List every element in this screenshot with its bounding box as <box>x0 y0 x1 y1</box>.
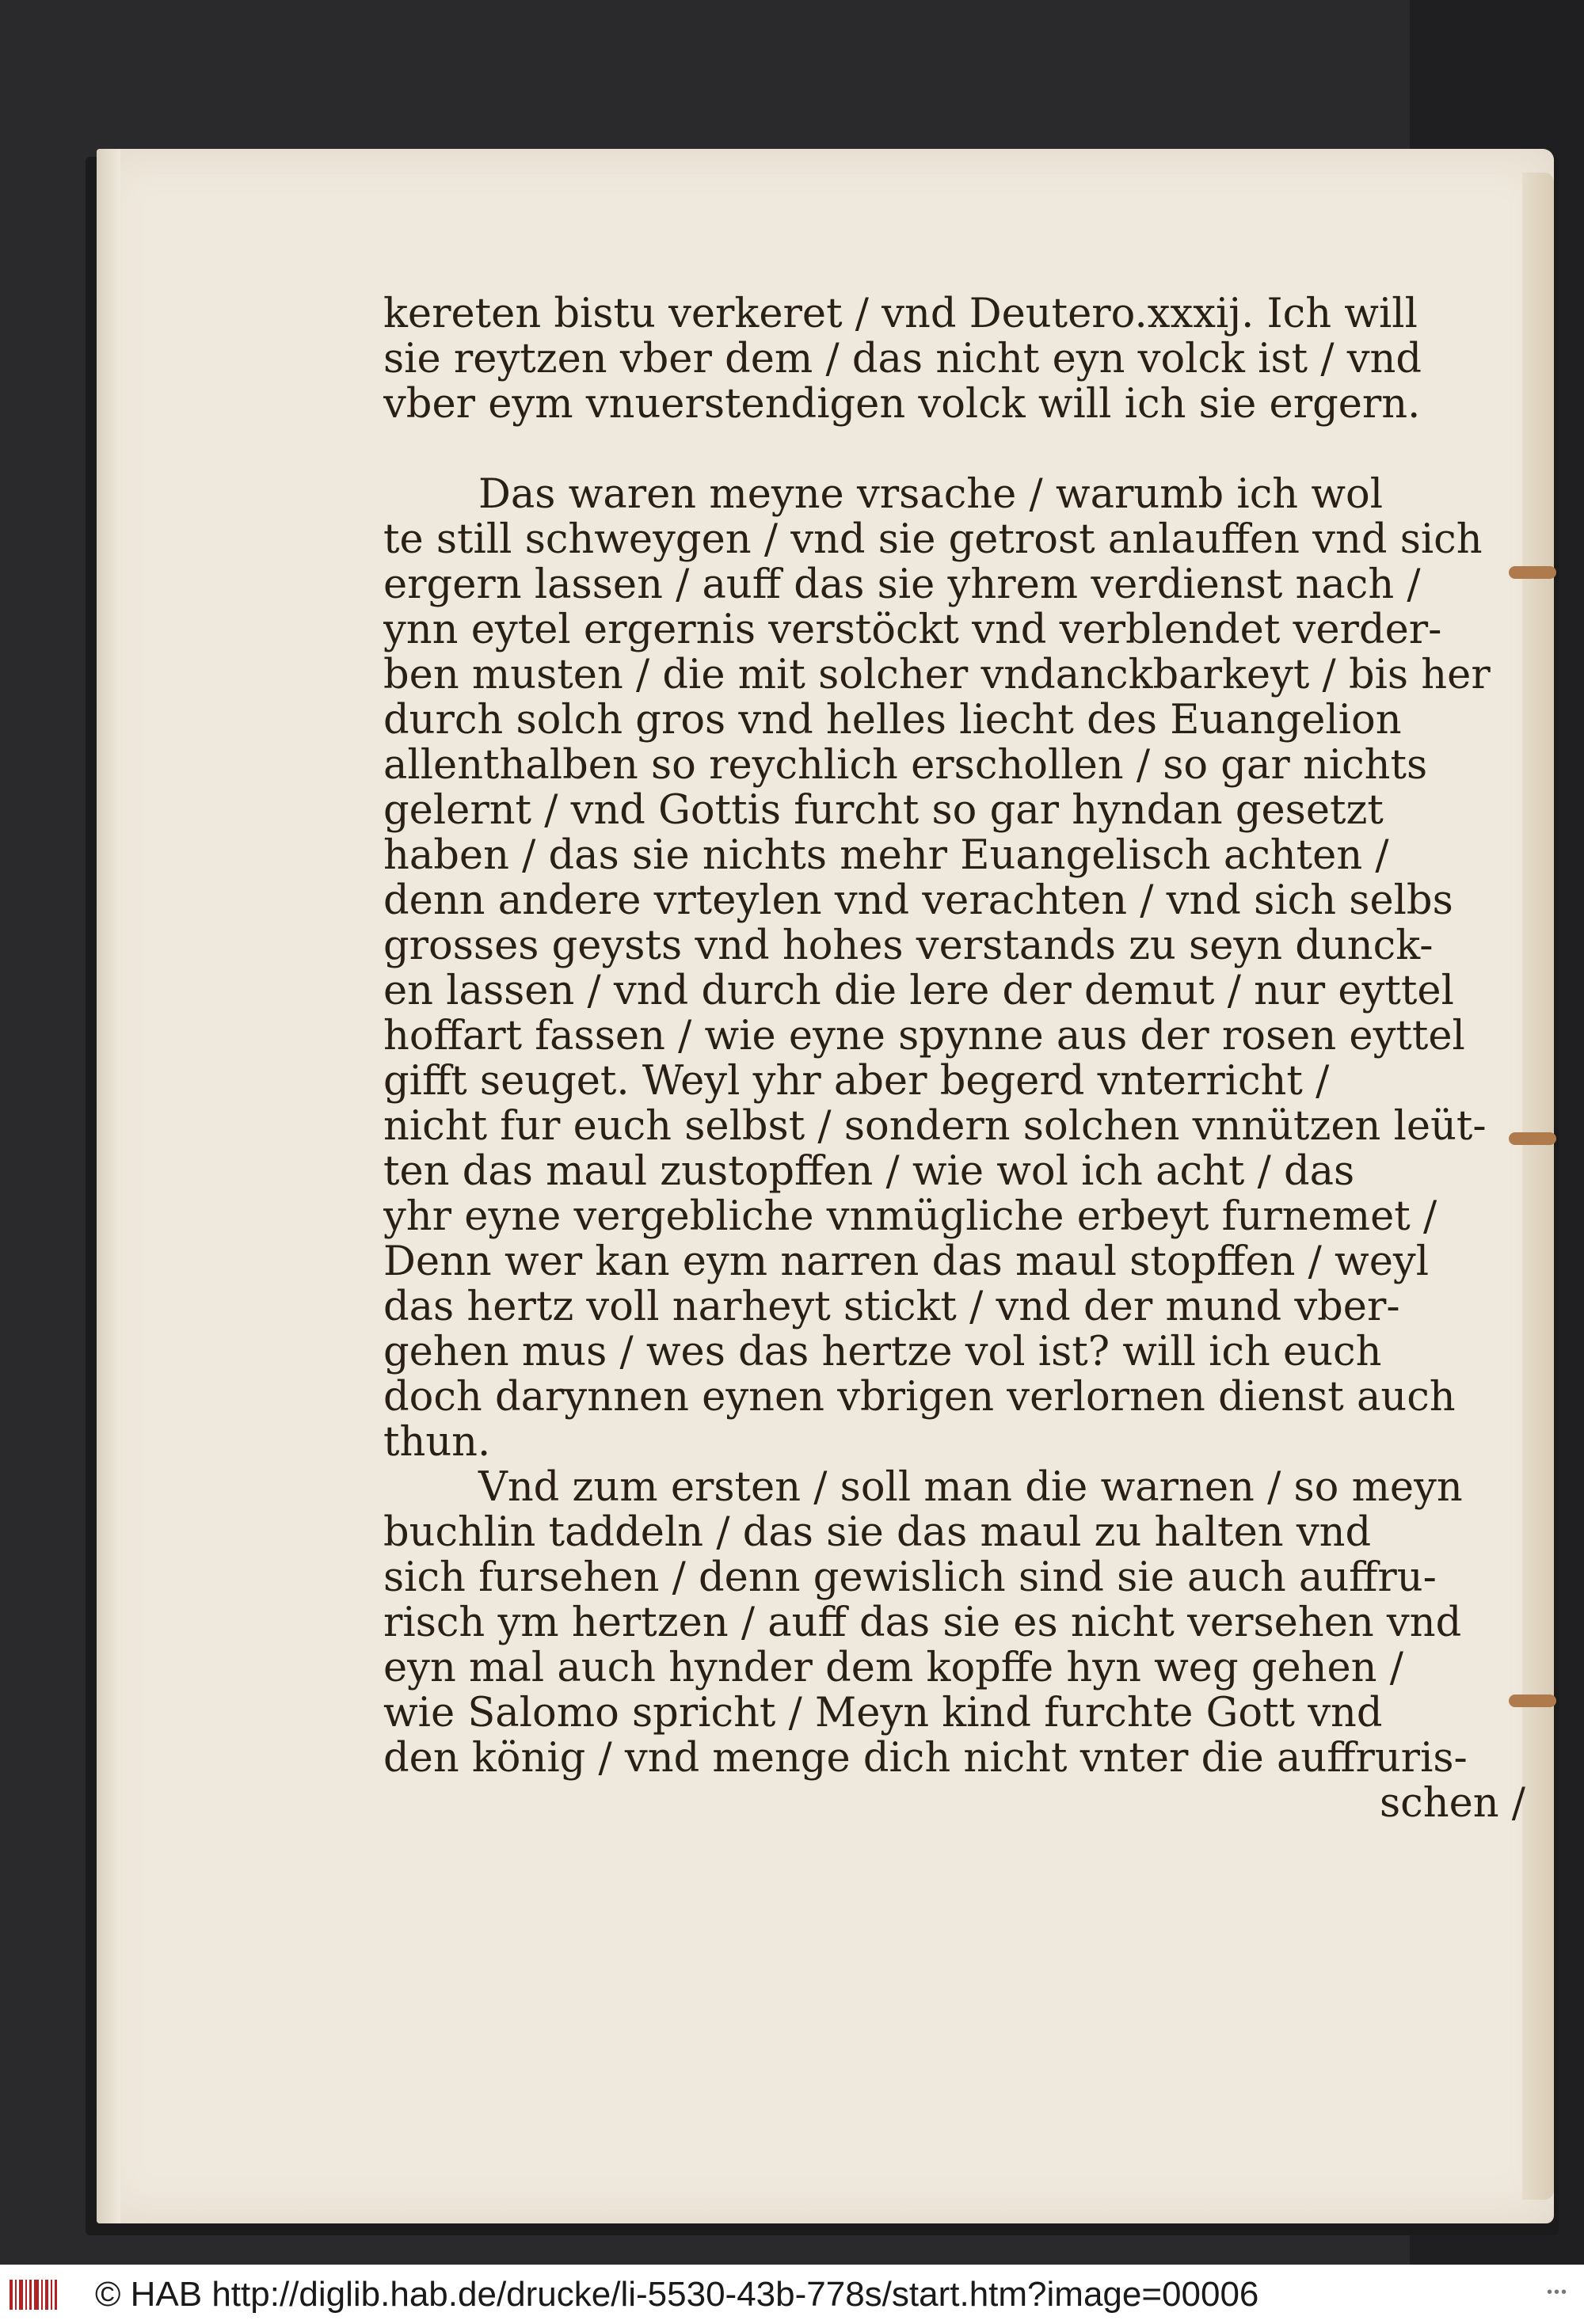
text-line: thun. <box>383 1420 491 1465</box>
book-page <box>97 149 1554 2223</box>
text-line: eyn mal auch hynder dem kopffe hyn weg gehen / <box>383 1645 1403 1691</box>
text-line: Vnd zum ersten / soll man die warnen / so meyn <box>478 1465 1463 1510</box>
catchword: schen / <box>1379 1781 1525 1826</box>
text-line: doch darynnen eynen vbrigen verlornen dienst auch <box>383 1375 1456 1420</box>
hab-barcode-logo-icon <box>8 2275 63 2314</box>
text-line: Denn wer kan eym narren das maul stopffen / weyl <box>383 1239 1429 1284</box>
text-line: yhr eyne vergebliche vnmügliche erbeyt furnemet / <box>383 1194 1437 1239</box>
text-line: allenthalben so reychlich erschollen / so gar nichts <box>383 743 1428 788</box>
binding-thread <box>1509 1132 1556 1145</box>
text-line: Das waren meyne vrsache / warumb ich wol <box>478 472 1384 517</box>
text-line: nicht fur euch selbst / sondern solchen vnnützen leüt- <box>383 1104 1487 1149</box>
text-line: gehen mus / wes das hertze vol ist? will ich euch <box>383 1329 1382 1375</box>
text-line: das hertz voll narheyt stickt / vnd der mund vber- <box>383 1284 1400 1329</box>
text-line: denn andere vrteylen vnd verachten / vnd sich selbs <box>383 878 1453 923</box>
text-line: ynn eytel ergernis verstöckt vnd verblendet verder- <box>383 607 1442 652</box>
paragraph-gap <box>383 427 1532 472</box>
more-dots-icon[interactable]: ••• <box>1546 2284 1568 2301</box>
binding-thread <box>1509 566 1556 579</box>
text-line: en lassen / vnd durch die lere der demut / nur eyttel <box>383 968 1454 1014</box>
text-line: den könig / vnd menge dich nicht vnter die auffruris- <box>383 1736 1468 1781</box>
text-line: gelernt / vnd Gottis furcht so gar hyndan gesetzt <box>383 788 1384 833</box>
text-line: ergern lassen / auff das sie yhrem verdienst nach / <box>383 562 1421 607</box>
text-line: kereten bistu verkeret / vnd Deutero.xxxij. Ich will <box>383 291 1418 337</box>
text-line: haben / das sie nichts mehr Euangelisch achten / <box>383 833 1389 878</box>
text-line: sich fursehen / denn gewislich sind sie auch auffru- <box>383 1555 1437 1600</box>
text-line: ben musten / die mit solcher vndanckbarkeyt / bis her <box>383 652 1491 698</box>
copyright-url[interactable]: © HAB http://diglib.hab.de/drucke/li-5530-43b-778s/start.htm?image=00006 <box>95 2274 1259 2314</box>
text-line: te still schweygen / vnd sie getrost anlauffen vnd sich <box>383 517 1483 562</box>
text-line: gifft seuget. Weyl yhr aber begerd vnterricht / <box>383 1059 1330 1104</box>
text-line: durch solch gros vnd helles liecht des Euangelion <box>383 698 1402 743</box>
text-line: ten das maul zustopffen / wie wol ich acht / das <box>383 1149 1355 1194</box>
page-text <box>383 291 1532 1826</box>
text-line: vber eym vnuerstendigen volck will ich sie ergern. <box>383 382 1421 427</box>
text-line: buchlin taddeln / das sie das maul zu halten vnd <box>383 1510 1372 1555</box>
text-line: sie reytzen vber dem / das nicht eyn volck ist / vnd <box>383 337 1422 382</box>
binding-thread <box>1509 1695 1556 1707</box>
text-line: hoffart fassen / wie eyne spynne aus der rosen eyttel <box>383 1014 1465 1059</box>
text-line: risch ym hertzen / auff das sie es nicht versehen vnd <box>383 1600 1462 1645</box>
text-line: grosses geysts vnd hohes verstands zu seyn dunck- <box>383 923 1434 968</box>
page-gutter <box>97 149 120 2223</box>
text-line: wie Salomo spricht / Meyn kind furchte Gott vnd <box>383 1691 1383 1736</box>
footer-bar <box>0 2265 1584 2324</box>
